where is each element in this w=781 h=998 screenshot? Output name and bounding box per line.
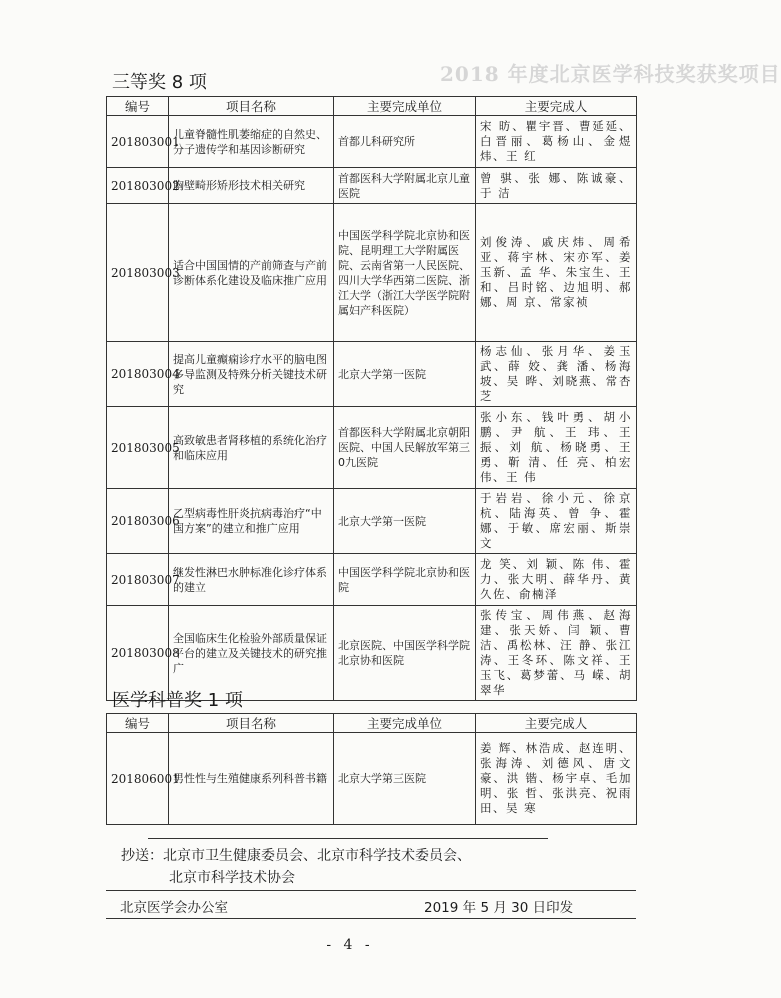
row-project: 继发性淋巴水肿标准化诊疗体系的建立 <box>169 554 334 606</box>
row-code: 201803007 <box>107 554 169 606</box>
table-row <box>107 116 637 168</box>
row-project: 适合中国国情的产前筛查与产前诊断体系化建设及临床推广应用 <box>169 204 334 342</box>
row-unit: 首都医科大学附属北京朝阳医院、中国人民解放军第三0九医院 <box>334 407 476 489</box>
header-project: 项目名称 <box>169 97 334 116</box>
table-row <box>107 489 637 554</box>
table-row <box>107 168 637 204</box>
header-unit: 主要完成单位 <box>334 97 476 116</box>
row-people: 曾 骐、张 娜、陈诚豪、于 洁 <box>476 168 637 204</box>
table-row <box>107 342 637 407</box>
row-unit: 首都医科大学附属北京儿童医院 <box>334 168 476 204</box>
table-header-row <box>107 714 637 733</box>
row-people: 于岩岩、徐小元、徐京杭、陆海英、曾 争、霍娜、于敏、席宏丽、斯崇文 <box>476 489 637 554</box>
row-people: 姜 辉、林浩成、赵连明、张海涛、刘德风、唐文豪、洪 锴、杨宇卓、毛加明、张 哲、张洪亮、祝雨田、吴 寒 <box>476 733 637 825</box>
row-code: 201806001 <box>107 733 169 825</box>
row-people: 宋 昉、瞿宇晋、曹延延、白晋丽、葛杨山、金煜炜、王 红 <box>476 116 637 168</box>
header-code: 编号 <box>107 714 169 733</box>
header-project: 项目名称 <box>169 714 334 733</box>
row-project: 胸壁畸形矫形技术相关研究 <box>169 168 334 204</box>
section-title-third-prize: 三等奖 8 项 <box>112 72 207 93</box>
row-unit: 北京大学第一医院 <box>334 489 476 554</box>
row-people: 张小东、钱叶勇、胡小鹏、尹 航、王 玮、王 振、刘 航、杨晓勇、王 勇、靳 清、任 亮、柏宏伟、王 伟 <box>476 407 637 489</box>
cc-line-2: 北京市科学技术协会 <box>169 870 295 886</box>
row-unit: 北京大学第一医院 <box>334 342 476 407</box>
bleed-through-text: 2018 年度北京医学科技奖获奖项目 <box>440 62 781 86</box>
row-code: 201803005 <box>107 407 169 489</box>
footer-bottom-rule <box>106 918 636 919</box>
table-row <box>107 554 637 606</box>
row-code: 201803001 <box>107 116 169 168</box>
header-unit: 主要完成单位 <box>334 714 476 733</box>
section-title-science-popularization: 医学科普奖 1 项 <box>112 690 243 711</box>
row-code: 201803002 <box>107 168 169 204</box>
header-people: 主要完成人 <box>476 714 637 733</box>
cc-line-1: 抄送：北京市卫生健康委员会、北京市科学技术委员会、 <box>121 848 471 864</box>
table-header-row <box>107 97 637 116</box>
issue-date: 2019 年 5 月 30 日印发 <box>424 900 574 916</box>
header-code: 编号 <box>107 97 169 116</box>
row-project: 全国临床生化检验外部质量保证平台的建立及关键技术的研究推广 <box>169 606 334 701</box>
row-project: 高致敏患者肾移植的系统化治疗和临床应用 <box>169 407 334 489</box>
row-code: 201803004 <box>107 342 169 407</box>
row-people: 刘俊涛、戚庆炜、周希亚、蒋宇林、宋亦军、姜玉新、孟 华、朱宝生、王 和、吕时铭、边旭明、郝 娜、周 京、常家祯 <box>476 204 637 342</box>
table-row <box>107 407 637 489</box>
row-project: 乙型病毒性肝炎抗病毒治疗“中国方案”的建立和推广应用 <box>169 489 334 554</box>
row-unit: 首都儿科研究所 <box>334 116 476 168</box>
row-code: 201803003 <box>107 204 169 342</box>
row-unit: 北京大学第三医院 <box>334 733 476 825</box>
row-unit: 北京医院、中国医学科学院北京协和医院 <box>334 606 476 701</box>
cc-middle-rule <box>106 890 636 891</box>
issuing-office: 北京医学会办公室 <box>120 900 228 916</box>
table-row <box>107 733 637 825</box>
row-unit: 中国医学科学院北京协和医院、昆明理工大学附属医院、云南省第一人民医院、四川大学华西第二医院、浙江大学（浙江大学医学院附属妇产科医院） <box>334 204 476 342</box>
cc-top-rule <box>148 838 548 839</box>
row-code: 201803008 <box>107 606 169 701</box>
row-unit: 中国医学科学院北京协和医院 <box>334 554 476 606</box>
row-people: 龙 笑、刘 颖、陈 伟、霍 力、张大明、薛华丹、黄久佐、俞楠泽 <box>476 554 637 606</box>
science-popularization-table <box>106 713 637 825</box>
page-number: - 4 - <box>326 937 374 953</box>
row-project: 提高儿童癫痫诊疗水平的脑电图多导监测及特殊分析关键技术研究 <box>169 342 334 407</box>
table-row <box>107 204 637 342</box>
header-people: 主要完成人 <box>476 97 637 116</box>
row-people: 杨志仙、张月华、姜玉武、薛 姣、龚 潘、杨海坡、吴 晔、刘晓燕、常杏芝 <box>476 342 637 407</box>
third-prize-table <box>106 96 637 701</box>
row-project: 男性性与生殖健康系列科普书籍 <box>169 733 334 825</box>
row-code: 201803006 <box>107 489 169 554</box>
row-project: 儿童脊髓性肌萎缩症的自然史、分子遗传学和基因诊断研究 <box>169 116 334 168</box>
row-people: 张传宝、周伟燕、赵海建、张天娇、闫 颖、曹 洁、禹松林、汪 静、张江涛、王冬环、陈文祥、王玉飞、葛梦蕾、马 嵘、胡翠华 <box>476 606 637 701</box>
